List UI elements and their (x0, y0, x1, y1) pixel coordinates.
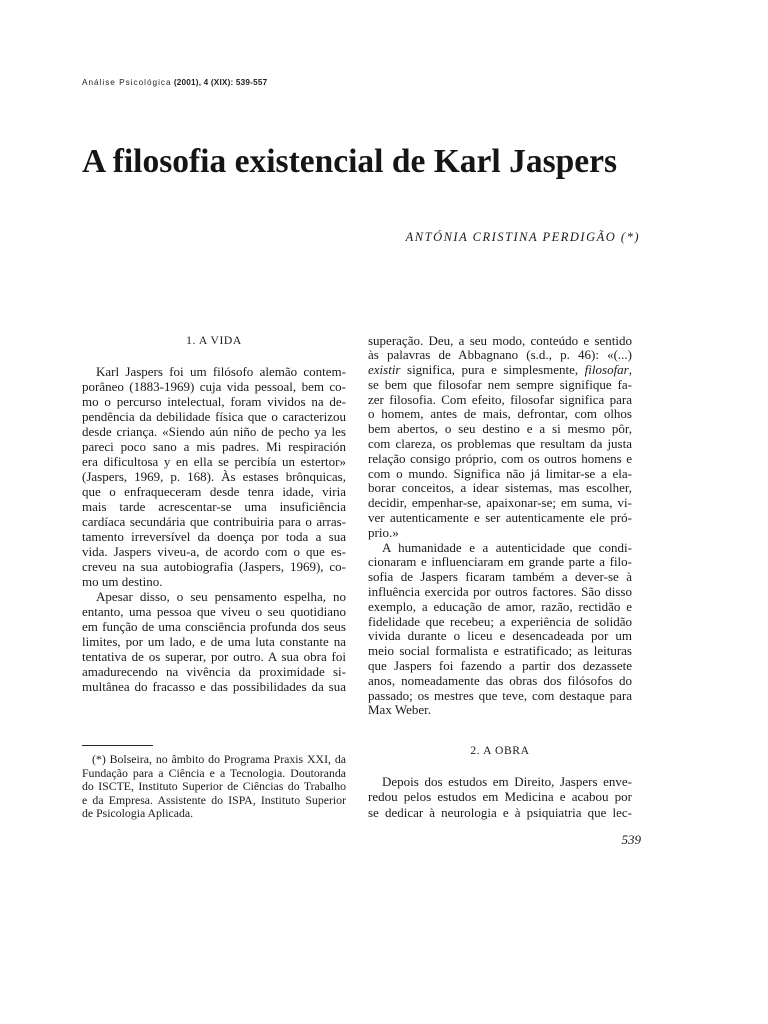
text-line: meio social formalista e estratificado; as leituras (368, 643, 632, 659)
text-line: redou pelos estudos em Medicina e acabou por (368, 789, 632, 805)
journal-citation: (2001), 4 (XIX): 539-557 (173, 78, 268, 87)
text-line: A humanidade e a autenticidade que condi- (382, 539, 632, 555)
running-header (82, 77, 267, 88)
text-line: de Psicologia Aplicada. (82, 806, 194, 820)
text-segment: , (628, 362, 632, 378)
paragraph (82, 589, 346, 694)
paragraph (368, 541, 632, 719)
text-line: desde criança. «Siendo aún niño de pecho ya les (82, 423, 346, 439)
section-heading: 2. A OBRA (470, 743, 530, 757)
page-number: 539 (621, 832, 641, 847)
text-line: tentativa de os superar, por outro. A sua obra foi (82, 648, 346, 664)
text-line: pendência da debilidade física que o caracterizou (82, 408, 346, 424)
text-line: às palavras de Abbagnano (s.d., p. 46): «(...) (368, 347, 632, 363)
text-line: o homem, antes de mais, defrontar, com olhos (368, 406, 632, 422)
text-line: com o mundo. Significa não já limitar-se a ela- (368, 465, 632, 481)
text-segment: significa, pura e simplesmente, (400, 362, 585, 378)
footnote-rule (82, 745, 153, 746)
text-line: se dedicar à neurologia e à psiquiatria que lec- (368, 805, 632, 821)
text-line: que Jaspers foi fazendo a partir dos dezassete (368, 658, 632, 674)
body-text (368, 774, 632, 821)
text-line: do ISCTE, Instituto Superior de Ciências do Trabalho (82, 779, 346, 793)
text-line: Depois dos estudos em Direito, Jaspers enve- (382, 773, 632, 789)
text-line: Apesar disso, o seu pensamento espelha, no (96, 588, 346, 604)
text-line: cionaram e influenciaram em grande parte a filo- (368, 554, 632, 570)
text-line: porâneo (1883-1969) cuja vida pessoal, bem co- (82, 378, 346, 394)
journal-name: Análise Psicológica (82, 78, 172, 87)
italic-text: filosofar (584, 362, 629, 378)
text-line: se bem que filosofar nem sempre signifique fa- (368, 376, 632, 392)
text-line: sofia de Jaspers ficaram também a dever-se à (368, 569, 632, 585)
text-line (368, 363, 632, 378)
text-line: passado; os mestres que teve, com destaque para (368, 687, 632, 703)
body-text (82, 364, 346, 694)
text-line: anos, nomeadamente das obras dos filósofos do (368, 672, 632, 688)
text-line: limites, por um lado, e de uma luta constante na (82, 633, 346, 649)
text-line: pareci poco sano a mis padres. Mi respiración (82, 438, 346, 454)
text-line: Karl Jaspers foi um filósofo alemão contem- (96, 363, 346, 379)
text-line: fidelidade que recebeu; a experiência de solidão (368, 613, 632, 629)
text-line: em função de uma consciência profunda dos seus (82, 618, 346, 634)
text-line: influência exercida por outros factores. São disso (368, 584, 632, 600)
text-line: (Jaspers, 1969, p. 168). Às estases brônquicas, (82, 468, 346, 484)
text-line: bem abertos, o seu destino e a si mesmo pôr, (368, 421, 632, 437)
body-text (368, 334, 632, 719)
text-line: mo um destino. (82, 573, 163, 589)
text-line: amadurecendo na vivência da proximidade si- (82, 663, 346, 679)
text-line: borar conceitos, a idear sistemas, mas escolher, (368, 480, 632, 496)
paragraph (368, 774, 632, 821)
text-line: que o enfraqueceram desde tenra idade, viria (82, 483, 346, 499)
text-line: e da Empresa. Assistente do ISPA, Instituto Superior (82, 792, 346, 807)
text-line: Max Weber. (368, 702, 431, 718)
text-line: era dificultosa y en ella se percibía un estertor» (82, 453, 346, 469)
article-title: A filosofia existencial de Karl Jaspers (82, 143, 618, 180)
text-line: relação consigo próprio, com os outros homens e (368, 450, 632, 466)
text-line: multânea do fracasso e das possibilidades da sua (82, 678, 346, 694)
paragraph (82, 364, 346, 589)
text-line: mo o percurso intelectual, foram vividos na de- (82, 393, 346, 409)
text-line: creveu na sua autobiografia (Jaspers, 1969), co- (82, 558, 346, 574)
text-line: (*) Bolseira, no âmbito do Programa Praxis XXI, da (92, 752, 346, 766)
text-line: ver autenticamente e ser autenticamente ele pró- (368, 510, 632, 526)
text-line: com clareza, os problemas que resultam da justa (368, 436, 632, 452)
text-line: cardíaca secundária que contribuiria para o arras- (82, 513, 346, 529)
italic-text: existir (368, 362, 401, 378)
text-line: entanto, uma pessoa que viveu o seu quotidiano (82, 603, 346, 619)
paragraph (368, 334, 632, 541)
text-line: vivida durante o liceu e desencadeada por um (368, 628, 632, 644)
text-line: tamento irreversível da doença por toda a sua (82, 528, 346, 544)
text-line: Fundação para a Ciência e a Tecnologia. Doutoranda (82, 765, 346, 780)
text-line: exemplo, a educação de amor, razão, rectidão e (368, 598, 632, 614)
author-name: ANTÓNIA CRISTINA PERDIGÃO (*) (405, 230, 640, 244)
text-line: prio.» (368, 524, 399, 540)
text-line: decidir, empenhar-se, apaixonar-se; em suma, vi- (368, 495, 632, 511)
footnote (82, 753, 346, 821)
text-line: zer filosofia. Com efeito, filosofar significa para (368, 391, 632, 407)
text-line: superação. Deu, a seu modo, conteúdo e sentido (368, 332, 632, 348)
text-line: mais tarde acrescentar-se uma insuficiência (82, 498, 346, 514)
text-line: vida. Jaspers viveu-a, de acordo com o que es- (82, 543, 346, 559)
section-heading: 1. A VIDA (186, 334, 242, 347)
